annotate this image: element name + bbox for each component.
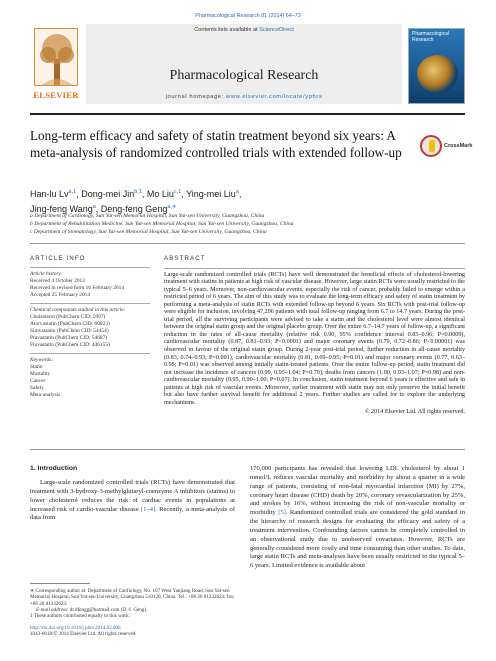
intro-paragraph-left (30, 479, 235, 523)
copyright: © 2014 Elsevier Ltd. All rights reserved. (364, 409, 465, 416)
cover-image (417, 55, 458, 93)
homepage-prefix: journal homepage: (165, 94, 227, 100)
author[interactable]: Han-lu Lv$^{a,1}$ (30, 189, 77, 199)
intro-left-tail: . Recently, a meta-analysis of data from (30, 505, 235, 522)
author[interactable]: Mo Liu$^{c,1}$ (146, 189, 182, 199)
compound-item: Fluvastatin (PubChem CID: 446155) (30, 342, 110, 348)
compound-item: Simvastatin (PubChem CID: 54454) (30, 328, 109, 334)
corresponding-author-note: ∗ Corresponding author at: Department of Cardiology, No. 107 West Yanjiang Road, Sun Yat-sen Memorial Hospital, Sun Yat-sen University, Guangzhou 510120, China. Tel.: +86 20 81332623; fax: +86 20 81332623. (30, 588, 235, 607)
homepage-link[interactable]: www.elsevier.com/locate/yphrs (226, 94, 323, 100)
keyword: Safety (30, 385, 44, 391)
footnotes (30, 588, 235, 619)
journal-reference[interactable]: Pharmacological Research 81 (2014) 64–73 (195, 13, 301, 19)
history-item: Accepted 25 February 2014 (30, 292, 91, 298)
article-title: Long-term efficacy and safety of statin treatment beyond six years: A meta-analysis of randomized controlled trials with extended follow-up (30, 128, 402, 160)
body-divider (30, 449, 465, 450)
author[interactable]: Deng-feng Geng$^{a,∗}$ (100, 204, 177, 214)
citation-link[interactable]: [1–4] (140, 505, 156, 513)
author[interactable]: Dong-mei Jin$^{b,1}$ (81, 189, 142, 199)
abstract-text: Large-scale randomized controlled trials (RCTs) have well demonstrated the beneficial effects of cholesterol-lowering treatment with statins in patients at high risk of vascular disease. However, large statin RCTs were usually restricted to the typical 5–6 years. Moreover, non-cardiovascular events, especially the risk of cancer, probably failed to emerge within a restricted period of 6 years. The aim of this study was to evaluate the long-term efficacy and safety of statin treatment by performing a meta-analysis of statin RCTs with extended follow-up beyond 6 years. Six RCTs with post-trial follow-up were eligible for inclusion, involving 47,296 patients with total follow-up ranging from 6.7 to 14.7 years. During the post-trial period, all the surviving participants were advised to take a statin and the cholesterol level were almost identical between the original statin group and the original placebo group. Over the entire 6.7–14.7 years of follow-up, a significant reduction in the rates of all-cause mortality (relative risk 0.90, 95% confidence interval 0.85–0.96; P=0.0009), cardiovascular mortality (0.87, 0.81–0.93; P<0.0001) and major coronary events (0.79, 0.72–0.86; P<0.00001) was observed in favour of the original statin group. During 2-year post-trial period, further reduction in all-cause mortality (0.83, 0.74–0.93; P=0.001), cardiovascular mortality (0.81, 0.69–0.95; P=0.01) and major coronary events (0.77, 0.63–0.95; P=0.01) was observed among initially statin-treated patients. Over the entire follow-up period, statin treatment did not increase the incidence of cancers (0.99, 0.95–1.04; P=0.79), deaths from cancers (1.00, 0.93–1.07; P=0.98) and non-cardiovascular mortality (0.95, 0.90–1.00; P=0.07). In conclusion, statin treatment beyond 6 years is effective and safe in patients at high risk of vascular events. Moreover, earlier treatment with statin may not only preserve the initial benefit but also have further survival benefit for additional 2 years. Further studies are called for to explore the underlying mechanisms. (164, 271, 465, 406)
contents-prefix: Contents lists available at (194, 27, 260, 33)
divider (30, 353, 150, 354)
author[interactable]: Jing-feng Wang$^a$ (30, 204, 96, 214)
elsevier-tree-icon (34, 28, 78, 86)
history-item: Received in revised form 16 February 2014 (30, 285, 125, 291)
section-heading-introduction: 1. Introduction (30, 465, 78, 472)
divider (164, 268, 465, 269)
abstract (164, 256, 465, 417)
compound-item: Atorvastatin (PubChem CID: 60823) (30, 321, 110, 327)
affiliation: c Department of Stomatology, Sun Yat-sen Memorial Hospital, Sun Yat-sen University, Guangzhou, China (30, 229, 267, 235)
contents-line (86, 27, 402, 33)
sciencedirect-link[interactable]: ScienceDirect (259, 27, 294, 33)
divider (30, 267, 150, 268)
elsevier-logo[interactable] (30, 28, 80, 106)
footnote-divider (30, 583, 90, 584)
article-info (30, 256, 150, 399)
keywords-label: Keywords: (30, 357, 54, 363)
keyword: Cancer (30, 378, 46, 384)
issn-line: 1043-6618/© 2014 Elsevier Ltd. All rights reserved. (30, 631, 137, 638)
crossmark-label: CrossMark (444, 143, 473, 149)
intro-right-text-cont: . Randomized controlled trials are considered the gold standard in the hierarchy of research designs for evaluating the efficacy and safety of a treatment intervention. Confounding factors cannot be completely controlled in an observational study due to unobserved covariates. However, RCTs are generally considered more costly and time consuming than other studies. To date, large statin RCTs and meta-analyses have been usually restricted to the typical 5–6 years. Limited evidence is available about (250, 509, 465, 570)
journal-banner (86, 24, 402, 104)
elsevier-wordmark: ELSEVIER (33, 90, 79, 100)
cover-title: Pharmacological Research (412, 31, 449, 43)
homepage-line (86, 94, 402, 100)
compounds-label: Chemical compounds studied in this article: (30, 307, 126, 313)
affiliation: b Department of Rehabilitation Medicine, Sun Yat-sen Memorial Hospital, Sun Yat-sen University, Guangzhou, China (30, 221, 294, 227)
author[interactable]: Ying-mei Liu$^a$ (186, 189, 239, 199)
email-label: E-mail address: (36, 606, 69, 613)
article-info-heading: ARTICLE INFO (30, 256, 86, 262)
author-list: Han-lu Lv$^{a,1}$, Dong-mei Jin$^{b,1}$, Mo Liu$^{c,1}$, Ying-mei Liu$^a$, Jing-feng Wang$^a$, Deng-feng Geng$^{a,∗}$ (30, 189, 242, 214)
intro-right-text: 170,000 participants has revealed that lowering LDL cholesterol by about 1 mmol/L reduces vascular mortality and morbidity by about a quarter in a wide range of patients, consisting of non-fatal myocardial infarction (MI) by 27%, coronary heart disease (CHD) death by 20%, coronary revascularization by 25%, and strokes by 16%, without increasing the risk of non-vascular mortality or morbidity (250, 465, 465, 517)
journal-title: Pharmacological Research (169, 68, 319, 83)
doi-link[interactable]: http://dx.doi.org/10.1016/j.phrs.2014.02.006 (30, 625, 121, 631)
keyword: Mortality (30, 371, 51, 377)
compound-item: Cholesterol (PubChem CID: 5997) (30, 314, 106, 320)
intro-left-text: Large-scale randomized controlled trials (RCTs) have demonstrated that treatment with 3-hydroxy-3-methylglutaryl-coenzyme A inhibitors (statins) to lower cholesterol reduces the risk of cardiac events in populations at increased risk of cardio-vascular disease (30, 479, 235, 513)
section-divider (30, 243, 465, 244)
crossmark-icon (420, 135, 442, 157)
keyword: Meta-analysis (30, 392, 61, 398)
journal-header (30, 24, 465, 109)
keyword: Statin (30, 364, 43, 370)
header-divider (30, 113, 465, 115)
abstract-heading: ABSTRACT (164, 256, 206, 262)
journal-cover-thumbnail[interactable] (408, 28, 465, 104)
email-link[interactable]: dr.dfengg@hotmail.com (D.-f. Geng). (69, 606, 148, 613)
doi-block (30, 625, 240, 638)
compound-item: Pravastatin (PubChem CID: 54687) (30, 335, 108, 341)
history-item: Received 4 October 2013 (30, 278, 85, 284)
affiliation: a Department of Cardiology, Sun Yat-sen Memorial Hospital, Sun Yat-sen University, Guangzhou, China (30, 213, 265, 219)
article-history-label: Article history: (30, 271, 63, 277)
intro-paragraph-right (250, 465, 465, 571)
equal-contribution-note: 1 These authors contributed equally to this work. (30, 613, 130, 620)
citation-link[interactable]: [5] (278, 509, 286, 517)
divider (30, 303, 150, 304)
crossmark-button[interactable] (420, 135, 473, 165)
